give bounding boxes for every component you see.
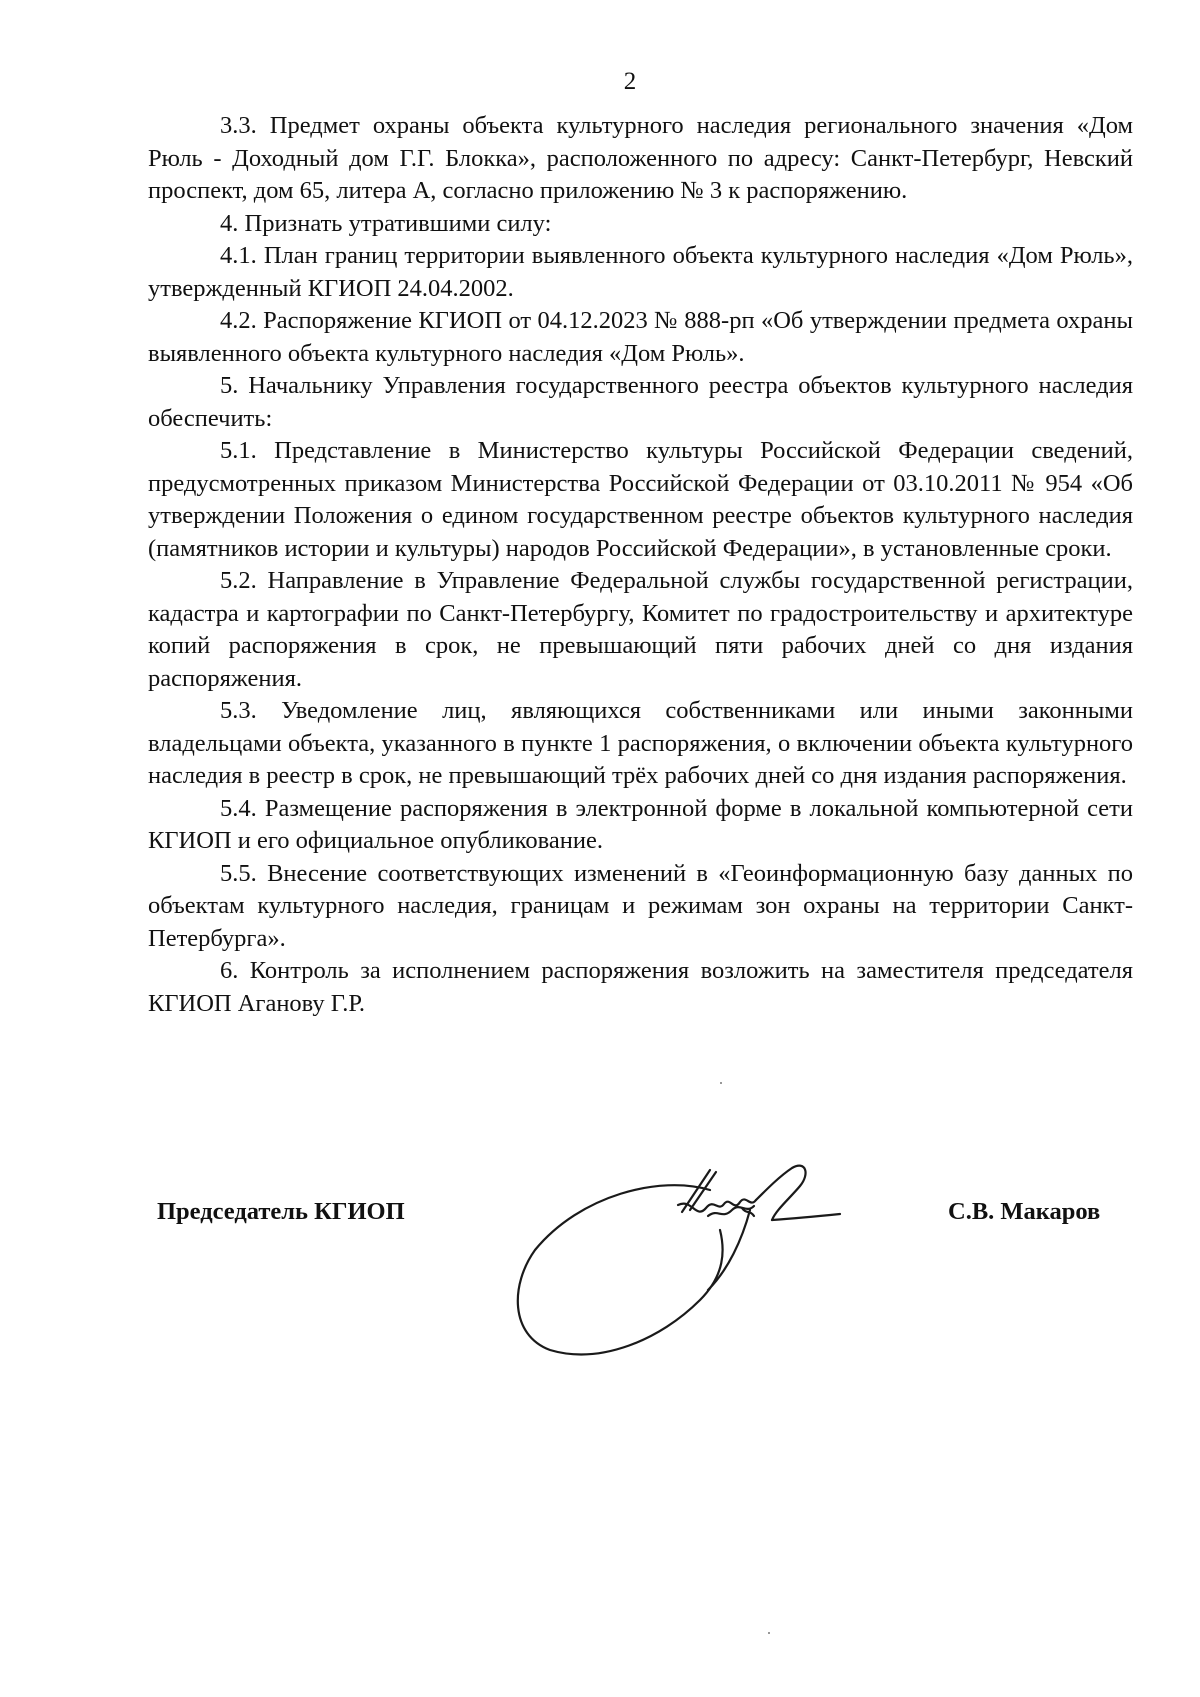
paragraph-4-1: 4.1. План границ территории выявленного объекта культурного наследия «Дом Рюль», утвержденный КГИОП 24.04.2002. xyxy=(148,242,1133,302)
paragraph-5-2: 5.2. Направление в Управление Федеральной службы государственной регистрации, кадастра и картографии по Санкт-Петербургу, Комитет по градостроительству и архитектуре копий распоряжения в срок, не превышающий пяти рабочих дней со дня издания распоряжения. xyxy=(148,567,1133,692)
page-number: 2 xyxy=(623,68,637,95)
paragraph-6: 6. Контроль за исполнением распоряжения возложить на заместителя председателя КГИОП Аганову Г.Р. xyxy=(148,957,1133,1017)
paragraph-3-3: 3.3. Предмет охраны объекта культурного наследия регионального значения «Дом Рюль - Доходный дом Г.Г. Блокка», расположенного по адресу: Санкт-Петербург, Невский проспект, дом 65, литера А, согласно приложению № 3 к распоряжению. xyxy=(148,112,1133,204)
scan-speck xyxy=(720,1082,722,1084)
paragraph-5-3: 5.3. Уведомление лиц, являющихся собственниками или иными законными владельцами объекта, указанного в пункте 1 распоряжения, о включении объекта культурного наследия в реестр в срок, не превышающий трёх рабочих дней со дня издания распоряжения. xyxy=(148,697,1133,789)
signatory-title: Председатель КГИОП xyxy=(157,1198,405,1225)
handwritten-signature xyxy=(510,1150,930,1370)
paragraph-5: 5. Начальнику Управления государственного реестра объектов культурного наследия обеспечить: xyxy=(148,372,1133,432)
paragraph-5-1: 5.1. Представление в Министерство культуры Российской Федерации сведений, предусмотренных приказом Министерства Российской Федерации от 03.10.2011 № 954 «Об утверждении Положения о едином государственном реестре объектов культурного наследия (памятников истории и культуры) народов Российской Федерации», в установленные сроки. xyxy=(148,437,1133,562)
scan-speck xyxy=(768,1632,770,1634)
paragraph-4: 4. Признать утратившими силу: xyxy=(220,209,552,237)
paragraph-5-4: 5.4. Размещение распоряжения в электронной форме в локальной компьютерной сети КГИОП и его официальное опубликование. xyxy=(148,794,1133,854)
signatory-name: С.В. Макаров xyxy=(948,1198,1101,1225)
paragraph-5-5: 5.5. Внесение соответствующих изменений в «Геоинформационную базу данных по объектам культурного наследия, границам и режимам зон охраны на территории Санкт-Петербурга». xyxy=(148,859,1133,952)
paragraph-4-2: 4.2. Распоряжение КГИОП от 04.12.2023 № 888-рп «Об утверждении предмета охраны выявленного объекта культурного наследия «Дом Рюль». xyxy=(148,307,1133,367)
